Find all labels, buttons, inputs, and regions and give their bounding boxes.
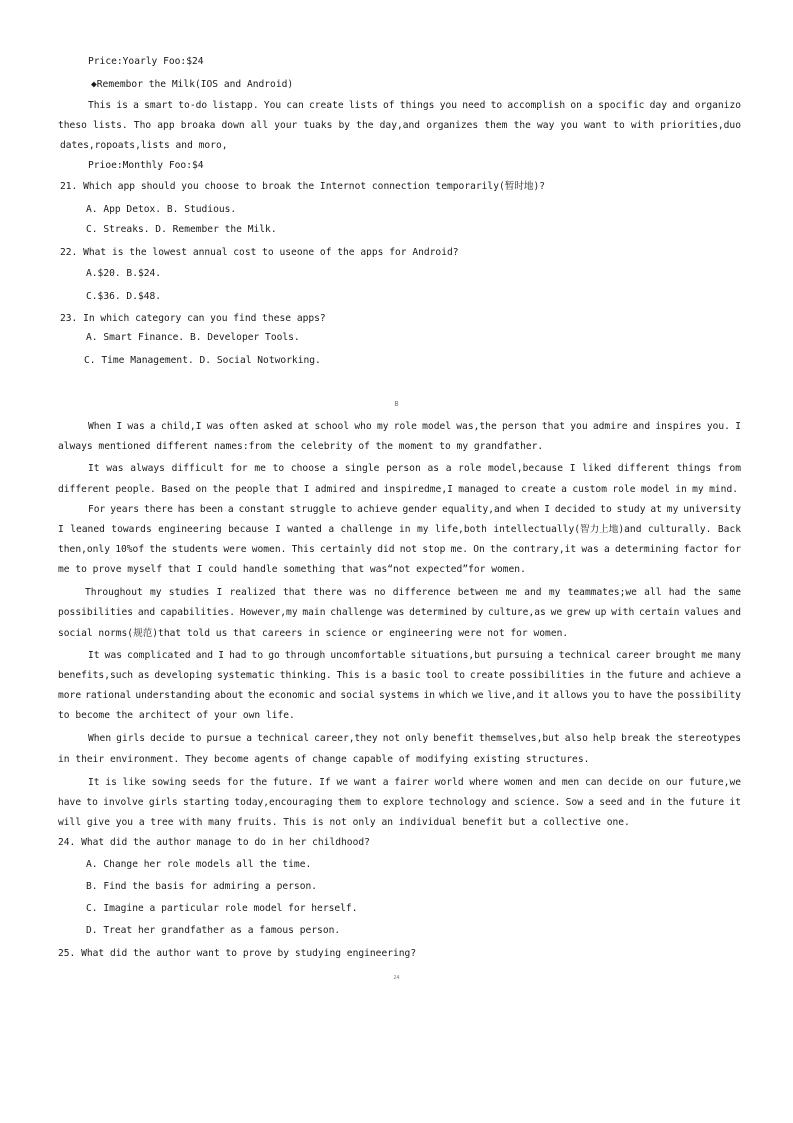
section-marker: B xyxy=(394,400,399,408)
question-option: A.$20. B.$24. xyxy=(86,268,162,279)
passage-line: social norms(规范)that told us that careers in science or engineering were not for women. xyxy=(58,628,569,639)
question-option: C. Streaks. D. Remember the Milk. xyxy=(86,224,277,235)
passage-line: For years there has been a constant struggle to achieve gender equality,and when I decided to study at my university xyxy=(88,504,741,515)
passage-line: to become the architect of your own life. xyxy=(58,710,295,721)
passage-line: always mentioned different names:from the celebrity of the moment to my grandfather. xyxy=(58,441,544,452)
passage-line: possibilities and capabilities. However,my main challenge was determined by culture,as we grew up with certain values and xyxy=(58,607,741,618)
question-option: C. Imagine a particular role model for herself. xyxy=(86,903,358,914)
question-stem: 25. What did the author want to prove by studying engineering? xyxy=(58,948,417,959)
question-option: C. Time Management. D. Social Notworking. xyxy=(84,355,321,366)
question-option: A. App Detox. B. Studious. xyxy=(86,204,237,215)
question-option: D. Treat her grandfather as a famous person. xyxy=(86,925,341,936)
question-stem: 23. In which category can you find these apps? xyxy=(60,313,326,324)
question-option: A. Smart Finance. B. Developer Tools. xyxy=(86,332,300,343)
page-number: 24 xyxy=(393,975,400,981)
app-desc-line: theso lists. Tho app broaka down all your tuaks by the day,and organizes them the way you want to with priorities,duo xyxy=(58,120,741,131)
question-stem: 22. What is the lowest annual cost to useone of the apps for Android? xyxy=(60,247,459,258)
passage-line: will give you a tree with many fruits. This is not only an individual benefit but a collective one. xyxy=(58,817,630,828)
price-yearly: Price:Yoarly Foo:$24 xyxy=(88,56,204,67)
question-stem: 24. What did the author manage to do in her childhood? xyxy=(58,837,370,848)
passage-line: benefits,such as developing systematic thinking. This is a basic tool to create possibilities in the future and achieve a xyxy=(58,670,741,681)
question-stem: 21. Which app should you choose to broak the Internot connection temporarily(暂时地)? xyxy=(60,181,546,192)
question-option: A. Change her role models all the time. xyxy=(86,859,312,870)
passage-line: then,only 10%of the students were women. This certainly did not stop me. On the contrary,it was a determining factor for xyxy=(58,544,741,555)
passage-line: It is like sowing seeds for the future. If we want a fairer world where women and men can decide on our future,we xyxy=(88,777,741,788)
price-monthly: Prioe:Monthly Foo:$4 xyxy=(88,160,204,171)
passage-line: have to involve girls starting today,encouraging them to explore technology and science. Sow a seed and in the future it xyxy=(58,797,741,808)
passage-line: me to prove myself that I could handle something that was“not expected”for women. xyxy=(58,564,526,575)
passage-line: It was complicated and I had to go through uncomfortable situations,but pursuing a technical career brought me many xyxy=(88,650,741,661)
passage-line: When I was a child,I was often asked at school who my role model was,the person that you admire and inspires you. I xyxy=(88,421,741,432)
app-desc-line: dates,ropoats,lists and moro, xyxy=(60,140,228,151)
passage-line: different people. Based on the people that I admired and inspiredme,I managed to create a custom role model in my mind. xyxy=(58,484,738,495)
passage-line: I leaned towards engineering because I wanted a challenge in my life,both intellectually(智力上地)and culturally. Back xyxy=(58,524,741,535)
passage-line: more rational understanding about the economic and social systems in which we live,and it allows you to have the possibility xyxy=(58,690,741,701)
app-desc-line: This is a smart to-do listapp. You can create lists of things you need to accomplish on a spocific day and organizo xyxy=(88,100,741,111)
passage-line: When girls decide to pursue a technical career,they not only benefit themselves,but also help break the stereotypes xyxy=(88,733,741,744)
passage-line: Throughout my studies I realized that there was no difference between me and my teammates;we all had the same xyxy=(85,587,741,598)
passage-line: It was always difficult for me to choose a single person as a role model,because I liked different things from xyxy=(88,463,741,474)
question-option: C.$36. D.$48. xyxy=(86,291,162,302)
app-heading: ◆Remembor the Milk(IOS and Android) xyxy=(91,79,294,90)
question-option: B. Find the basis for admiring a person. xyxy=(86,881,318,892)
passage-line: in their environment. They become agents of change capable of modifying existing structures. xyxy=(58,754,590,765)
